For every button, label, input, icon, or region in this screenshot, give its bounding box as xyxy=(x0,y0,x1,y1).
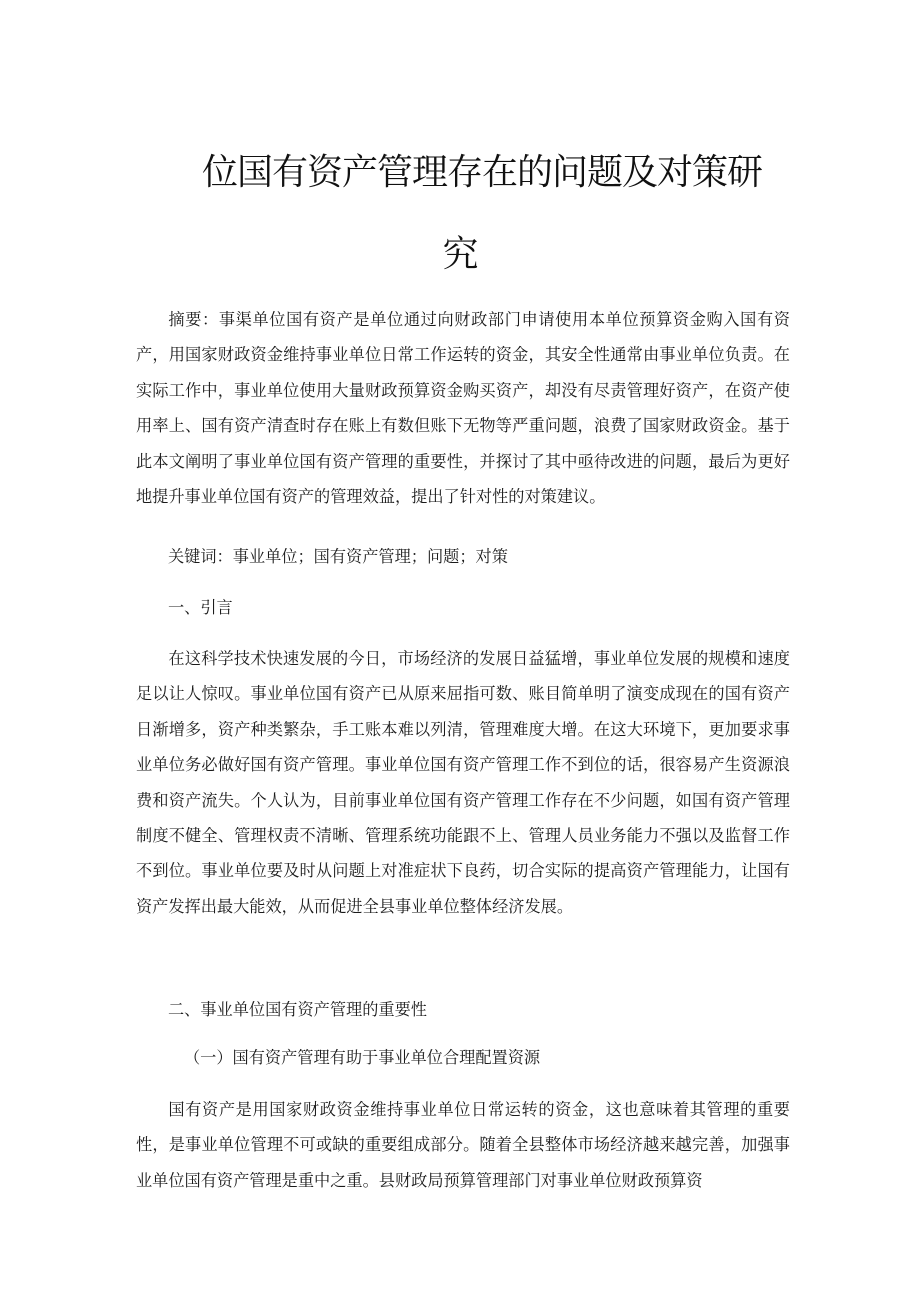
section2-heading: 二、事业单位国有资产管理的重要性 xyxy=(168,1000,427,1019)
keywords-line: 关键词：事业单位；国有资产管理；问题；对策 xyxy=(168,547,508,566)
document-title-line1: 位国有资产管理存在的问题及对策研 xyxy=(201,152,762,193)
subsection1-heading: （一）国有资产管理有助于事业单位合理配置资源 xyxy=(184,1048,541,1067)
document-title-line2: 究 xyxy=(442,234,478,275)
subsection1-paragraph: 国有资产是用国家财政资金维持事业单位日常运转的资金，这也意味着其管理的重要性，是事业单位管理不可或缺的重要组成部分。随着全县整体市场经济越来越完善，加强事业单位国有资产管理是重中之重。县财政局预算管理部门对事业单位财政预算资 xyxy=(136,1100,790,1190)
section1-heading: 一、引言 xyxy=(168,598,233,617)
abstract-paragraph: 摘要：事渠单位国有资产是单位通过向财政部门申请使用本单位预算资金购入国有资产，用国家财政资金维持事业单位日常工作运转的资金，其安全性通常由事业单位负责。在实际工作中，事业单位使用大量财政预算资金购买资产，却没有尽责管理好资产，在资产使用率上、国有资产清查时存在账上有数但账下无物等严重问题，浪费了国家财政资金。基于此本文阐明了事业单位国有资产管理的重要性，并探讨了其中亟待改进的问题，最后为更好地提升事业单位国有资产的管理效益，提出了针对性的对策建议。 xyxy=(136,310,790,507)
section1-paragraph: 在这科学技术快速发展的今日，市场经济的发展日益猛增，事业单位发展的规模和速度足以让人惊叹。事业单位国有资产已从原来屈指可数、账目简单明了演变成现在的国有资产日渐增多，资产种类繁杂，手工账本难以列清，管理难度大增。在这大环境下，更加要求事业单位务必做好国有资产管理。事业单位国有资产管理工作不到位的话，很容易产生资源浪费和资产流失。个人认为，目前事业单位国有资产管理工作存在不少问题，如国有资产管理制度不健全、管理权责不清晰、管理系统功能跟不上、管理人员业务能力不强以及监督工作不到位。事业单位要及时从问题上对准症状下良药，切合实际的提高资产管理能力，让国有资产发挥出最大能效，从而促进全县事业单位整体经济发展。 xyxy=(136,649,790,916)
